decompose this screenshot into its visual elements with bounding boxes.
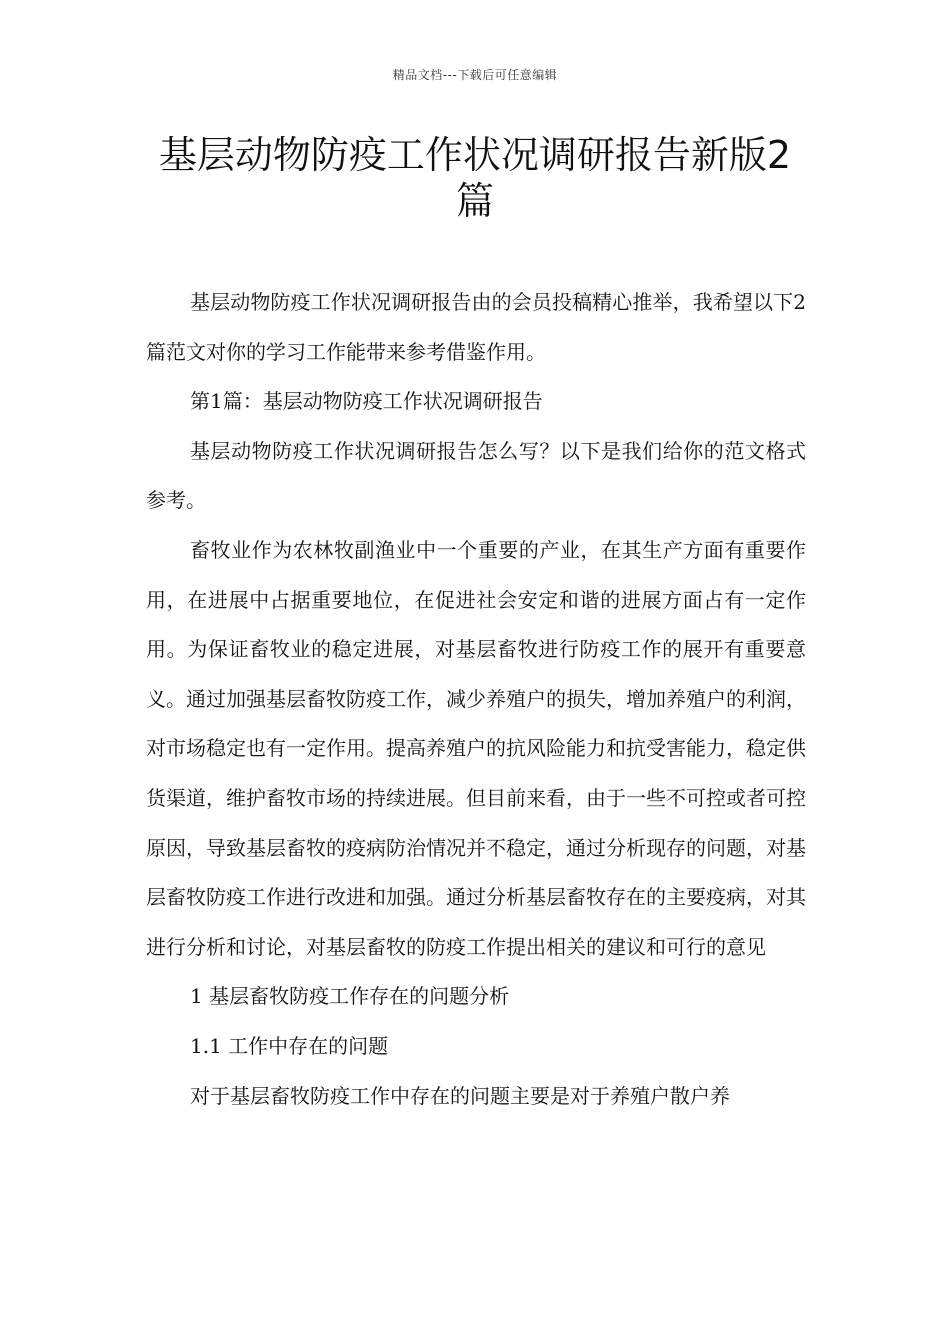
document-title: 基层动物防疫工作状况调研报告新版2篇 [158, 133, 792, 223]
header-note: 精品文档---下载后可任意编辑 [392, 68, 558, 82]
body-paragraph: 基层动物防疫工作状况调研报告怎么写？以下是我们给你的范文格式参考。 [146, 438, 806, 513]
document-body [146, 278, 806, 1121]
intro-paragraph: 基层动物防疫工作状况调研报告由的会员投稿精心推举，我希望以下2篇范文对你的学习工作能带来参考借鉴作用。 [146, 290, 806, 364]
body-paragraph: 畜牧业作为农林牧副渔业中一个重要的产业，在其生产方面有重要作用，在进展中占据重要地位，在促进社会安定和谐的进展方面占有一定作用。为保证畜牧业的稳定进展，对基层畜牧进行防疫工作的展开有重要意义。通过加强基层畜牧防疫工作，减少养殖户的损失，增加养殖户的利润，对市场稳定也有一定作用。提高养殖户的抗风险能力和抗受害能力，稳定供货渠道，维护畜牧市场的持续进展。但目前来看，由于一些不可控或者可控原因，导致基层畜牧的疫病防治情况并不稳定，通过分析现存的问题，对基层畜牧防疫工作进行改进和加强。通过分析基层畜牧存在的主要疫病，对其进行分析和讨论，对基层畜牧的防疫工作提出相关的建议和可行的意见 [146, 537, 806, 959]
section-heading-1-1: 1.1 工作中存在的问题 [190, 1033, 389, 1058]
body-paragraph: 对于基层畜牧防疫工作中存在的问题主要是对于养殖户散户养 [190, 1083, 730, 1108]
section-heading-part-1: 第1篇：基层动物防疫工作状况调研报告 [190, 389, 543, 414]
section-heading-1: 1 基层畜牧防疫工作存在的问题分析 [190, 984, 510, 1009]
